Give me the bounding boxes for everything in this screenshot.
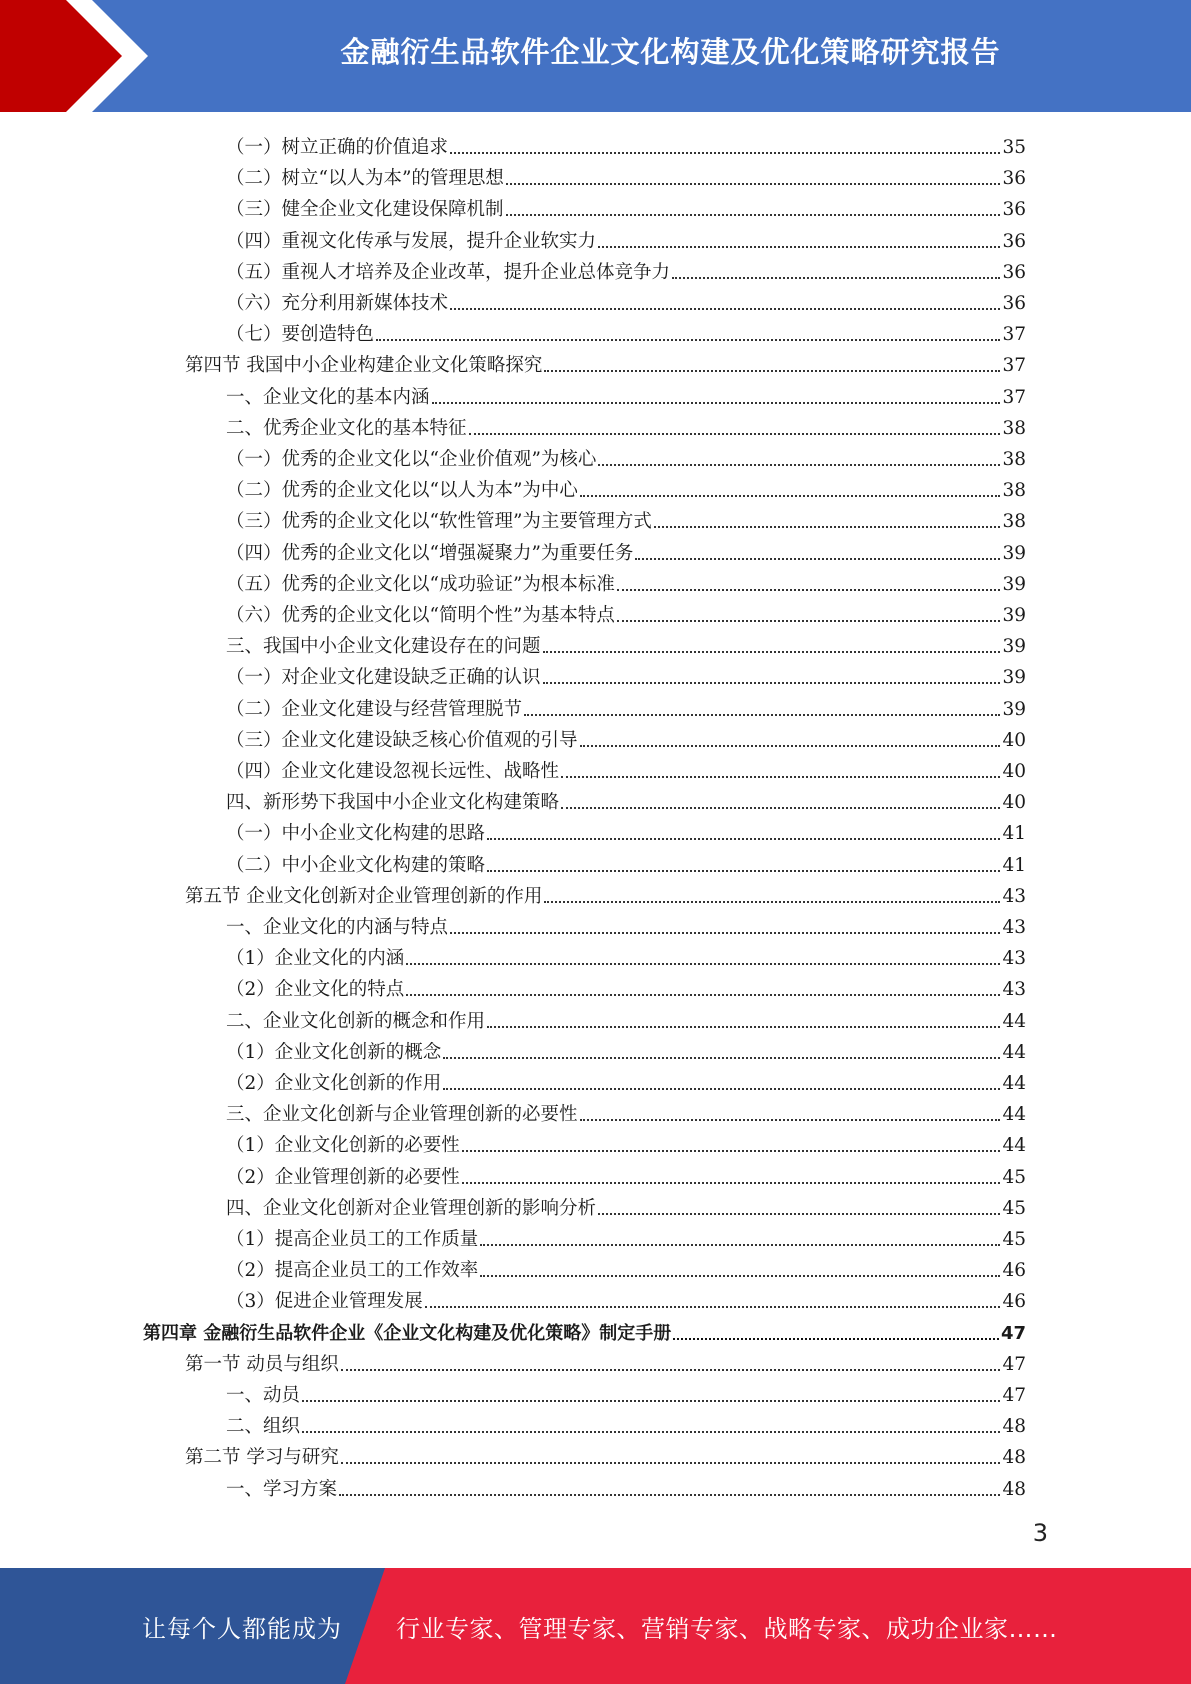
toc-entry-page: 43	[1002, 948, 1026, 970]
toc-entry-title: 一、企业文化的内涵与特点	[226, 917, 449, 938]
toc-entry-page: 44	[1002, 1010, 1026, 1032]
toc-dot-leader	[544, 901, 1000, 903]
toc-entry-title: （三）优秀的企业文化以“软性管理”为主要管理方式	[226, 511, 652, 533]
toc-dot-leader	[462, 1182, 1001, 1184]
toc-entry[interactable]	[226, 315, 1026, 346]
toc-entry-page: 39	[1002, 605, 1026, 626]
toc-dot-leader	[561, 807, 1000, 809]
toc-entry-page: 38	[1002, 449, 1026, 470]
toc-entry[interactable]	[226, 440, 1026, 471]
toc-entry[interactable]	[226, 1282, 1026, 1313]
toc-entry-title: （五）重视人才培养及企业改革，提升企业总体竞争力	[226, 261, 671, 283]
toc-entry-page: 43	[1002, 917, 1026, 938]
toc-entry[interactable]	[226, 939, 1026, 970]
toc-entry[interactable]	[226, 1002, 1026, 1033]
footer-slogan-left: 让每个人都能成为	[142, 1614, 342, 1643]
toc-entry-page: 47	[1002, 1385, 1026, 1406]
toc-entry-title: （一）树立正确的价值追求	[226, 137, 449, 158]
toc-dot-leader	[487, 870, 1000, 872]
toc-dot-leader	[302, 1400, 1000, 1402]
toc-entry-title: （三）企业文化建设缺乏核心价值观的引导	[226, 729, 578, 751]
toc-entry-title: （二）树立“以人为本”的管理思想	[226, 168, 504, 190]
toc-dot-leader	[341, 1369, 1001, 1371]
toc-entry-title: 三、我国中小企业文化建设存在的问题	[226, 636, 541, 658]
toc-entry[interactable]	[226, 378, 1026, 409]
toc-entry-title: （1）提高企业员工的工作质量	[226, 1229, 479, 1250]
toc-entry-title: （2）提高企业员工的工作效率	[226, 1260, 479, 1282]
toc-entry[interactable]	[226, 1470, 1026, 1501]
toc-dot-leader	[469, 433, 1001, 435]
toc-dot-leader	[635, 558, 1000, 560]
toc-entry-page: 46	[1002, 1291, 1026, 1313]
toc-dot-leader	[580, 745, 1001, 747]
toc-entry-page: 35	[1002, 137, 1026, 158]
toc-dot-leader	[672, 277, 1000, 279]
toc-entry-page: 36	[1002, 199, 1026, 221]
toc-dot-leader	[506, 214, 1001, 216]
toc-entry-title: 二、企业文化创新的概念和作用	[226, 1010, 486, 1032]
toc-entry-title: 二、优秀企业文化的基本特征	[226, 417, 467, 439]
toc-entry[interactable]	[226, 721, 1026, 752]
toc-dot-leader	[654, 526, 1001, 528]
toc-dot-leader	[339, 1494, 1000, 1496]
toc-entry-title: （一）对企业文化建设缺乏正确的认识	[226, 667, 541, 689]
toc-dot-leader	[543, 651, 1001, 653]
toc-dot-leader	[425, 1306, 1001, 1308]
toc-entry-title: （2）企业文化创新的作用	[226, 1073, 442, 1094]
toc-entry[interactable]	[226, 1158, 1026, 1189]
toc-entry[interactable]	[226, 565, 1026, 596]
toc-entry-page: 39	[1002, 542, 1026, 564]
toc-entry[interactable]	[226, 1189, 1026, 1220]
toc-entry-page: 38	[1002, 511, 1026, 533]
toc-entry-page: 36	[1002, 261, 1026, 283]
toc-section-entry[interactable]	[185, 1345, 1026, 1376]
toc-dot-leader	[673, 1338, 999, 1340]
toc-entry[interactable]	[226, 1251, 1026, 1282]
toc-entry[interactable]	[226, 814, 1026, 845]
toc-dot-leader	[462, 1150, 1001, 1152]
toc-entry-title: （二）中小企业文化构建的策略	[226, 854, 486, 876]
page-footer-band	[0, 1568, 1191, 1684]
toc-dot-leader	[376, 339, 1000, 341]
toc-entry[interactable]	[226, 1126, 1026, 1157]
toc-entry-title: 第四章 金融衍生品软件企业《企业文化构建及优化策略》制定手册	[143, 1322, 672, 1344]
toc-entry-page: 44	[1002, 1073, 1026, 1094]
toc-section-entry[interactable]	[185, 1438, 1026, 1469]
toc-dot-leader	[450, 152, 1000, 154]
toc-entry-page: 46	[1002, 1260, 1026, 1282]
toc-entry-title: 一、学习方案	[226, 1478, 338, 1500]
toc-dot-leader	[302, 1431, 1000, 1433]
toc-entry[interactable]	[226, 159, 1026, 190]
toc-entry-title: （二）企业文化建设与经营管理脱节	[226, 698, 523, 720]
toc-entry[interactable]	[226, 409, 1026, 440]
toc-entry-title: 第一节 动员与组织	[185, 1353, 339, 1375]
toc-entry-page: 48	[1002, 1478, 1026, 1500]
toc-entry-title: 四、新形势下我国中小企业文化构建策略	[226, 792, 560, 814]
toc-dot-leader	[450, 932, 1000, 934]
toc-chapter-entry[interactable]	[143, 1314, 1026, 1345]
toc-dot-leader	[487, 838, 1000, 840]
toc-dot-leader	[480, 1275, 1000, 1277]
toc-entry[interactable]	[226, 658, 1026, 689]
toc-entry[interactable]	[226, 1033, 1026, 1064]
toc-dot-leader	[598, 246, 1000, 248]
toc-entry-page: 39	[1002, 667, 1026, 689]
toc-entry-title: （1）企业文化的内涵	[226, 948, 405, 970]
toc-dot-leader	[617, 589, 1001, 591]
toc-entry-title: （七）要创造特色	[226, 324, 375, 346]
toc-dot-leader	[443, 1088, 1000, 1090]
toc-entry-page: 36	[1002, 293, 1026, 314]
document-title: 金融衍生品软件企业文化构建及优化策略研究报告	[340, 34, 1001, 69]
toc-entry-page: 38	[1002, 480, 1026, 502]
toc-entry[interactable]	[226, 690, 1026, 721]
toc-entry-page: 44	[1002, 1104, 1026, 1126]
toc-section-entry[interactable]	[185, 877, 1026, 908]
toc-entry[interactable]	[226, 253, 1026, 284]
toc-entry-page: 38	[1002, 417, 1026, 439]
toc-entry[interactable]	[226, 752, 1026, 783]
toc-dot-leader	[561, 776, 1000, 778]
toc-entry-title: （1）企业文化创新的概念	[226, 1041, 442, 1063]
toc-entry-title: （三）健全企业文化建设保障机制	[226, 199, 504, 221]
toc-entry-title: 二、组织	[226, 1416, 301, 1438]
toc-entry-page: 40	[1002, 792, 1026, 814]
toc-entry-title: （1）企业文化创新的必要性	[226, 1135, 460, 1157]
toc-entry-page: 43	[1002, 979, 1026, 1001]
toc-entry-title: 一、企业文化的基本内涵	[226, 386, 430, 408]
toc-dot-leader	[487, 1026, 1000, 1028]
toc-entry-page: 44	[1002, 1041, 1026, 1063]
toc-entry-page: 40	[1002, 729, 1026, 751]
toc-dot-leader	[580, 1119, 1001, 1121]
toc-entry-page: 41	[1002, 823, 1026, 845]
toc-entry-title: 第五节 企业文化创新对企业管理创新的作用	[185, 885, 543, 907]
toc-entry[interactable]	[226, 534, 1026, 565]
toc-entry-page: 36	[1002, 168, 1026, 190]
toc-entry-page: 36	[1002, 230, 1026, 252]
toc-dot-leader	[543, 682, 1001, 684]
toc-entry-page: 45	[1002, 1197, 1026, 1219]
toc-dot-leader	[450, 308, 1000, 310]
toc-dot-leader	[580, 495, 1001, 497]
toc-entry-title: 第四节 我国中小企业构建企业文化策略探究	[185, 355, 543, 377]
toc-dot-leader	[406, 994, 1000, 996]
toc-entry-page: 45	[1002, 1229, 1026, 1250]
toc-dot-leader	[480, 1244, 1000, 1246]
toc-entry-title: 三、企业文化创新与企业管理创新的必要性	[226, 1104, 578, 1126]
toc-dot-leader	[432, 402, 1001, 404]
toc-entry[interactable]	[226, 970, 1026, 1001]
toc-section-entry[interactable]	[185, 346, 1026, 377]
toc-entry[interactable]	[226, 1064, 1026, 1095]
toc-dot-leader	[598, 1213, 1000, 1215]
toc-entry-title: （五）优秀的企业文化以“成功验证”为根本标准	[226, 573, 615, 595]
toc-entry-page: 47	[1002, 1353, 1026, 1375]
toc-entry-title: （二）优秀的企业文化以“以人为本”为中心	[226, 480, 578, 502]
toc-entry-page: 48	[1002, 1447, 1026, 1469]
toc-dot-leader	[406, 963, 1000, 965]
toc-entry[interactable]	[226, 908, 1026, 939]
toc-entry[interactable]	[226, 846, 1026, 877]
toc-entry-page: 45	[1002, 1166, 1026, 1188]
toc-entry[interactable]	[226, 783, 1026, 814]
toc-entry-title: （六）优秀的企业文化以“简明个性”为基本特点	[226, 605, 615, 626]
toc-entry[interactable]	[226, 471, 1026, 502]
toc-entry[interactable]	[226, 502, 1026, 533]
toc-entry-page: 44	[1002, 1135, 1026, 1157]
toc-dot-leader	[544, 370, 1000, 372]
toc-entry-page: 47	[1000, 1322, 1026, 1344]
toc-dot-leader	[598, 464, 1000, 466]
toc-dot-leader	[341, 1462, 1001, 1464]
toc-entry-title: （六）充分利用新媒体技术	[226, 293, 449, 314]
toc-dot-leader	[506, 183, 1001, 185]
toc-entry[interactable]	[226, 128, 1026, 159]
toc-entry-title: （四）重视文化传承与发展，提升企业软实力	[226, 230, 597, 252]
toc-entry-page: 39	[1002, 573, 1026, 595]
page-number: 3	[1032, 1519, 1048, 1547]
toc-entry[interactable]	[226, 596, 1026, 627]
toc-entry-title: （一）中小企业文化构建的思路	[226, 823, 486, 845]
footer-slogan-right: 行业专家、管理专家、营销专家、战略专家、成功企业家……	[396, 1614, 1058, 1643]
toc-entry-title: （2）企业管理创新的必要性	[226, 1166, 460, 1188]
toc-entry-page: 48	[1002, 1416, 1026, 1438]
toc-entry-page: 40	[1002, 761, 1026, 782]
toc-entry[interactable]	[226, 1220, 1026, 1251]
toc-entry-title: 一、动员	[226, 1385, 301, 1406]
toc-entry-title: （一）优秀的企业文化以“企业价值观”为核心	[226, 449, 597, 470]
toc-dot-leader	[617, 620, 1001, 622]
toc-entry-title: （2）企业文化的特点	[226, 979, 405, 1001]
toc-entry-title: （3）促进企业管理发展	[226, 1291, 423, 1313]
toc-entry[interactable]	[226, 190, 1026, 221]
toc-entry-title: 第二节 学习与研究	[185, 1447, 339, 1469]
toc-entry[interactable]	[226, 1376, 1026, 1407]
toc-entry-page: 37	[1002, 386, 1026, 408]
toc-entry-page: 37	[1002, 324, 1026, 346]
toc-entry-title: （四）企业文化建设忽视长远性、战略性	[226, 761, 560, 782]
toc-dot-leader	[443, 1057, 1000, 1059]
toc-entry[interactable]	[226, 222, 1026, 253]
toc-entry-title: （四）优秀的企业文化以“增强凝聚力”为重要任务	[226, 542, 634, 564]
toc-entry[interactable]	[226, 1407, 1026, 1438]
page-header-band	[0, 0, 1191, 112]
toc-entry[interactable]	[226, 627, 1026, 658]
toc-entry-title: 四、企业文化创新对企业管理创新的影响分析	[226, 1197, 597, 1219]
toc-entry-page: 41	[1002, 854, 1026, 876]
toc-entry-page: 43	[1002, 885, 1026, 907]
toc-entry-page: 39	[1002, 698, 1026, 720]
toc-dot-leader	[524, 714, 1000, 716]
toc-entry[interactable]	[226, 284, 1026, 315]
toc-entry-page: 37	[1002, 355, 1026, 377]
toc-entry-page: 39	[1002, 636, 1026, 658]
toc-entry[interactable]	[226, 1095, 1026, 1126]
